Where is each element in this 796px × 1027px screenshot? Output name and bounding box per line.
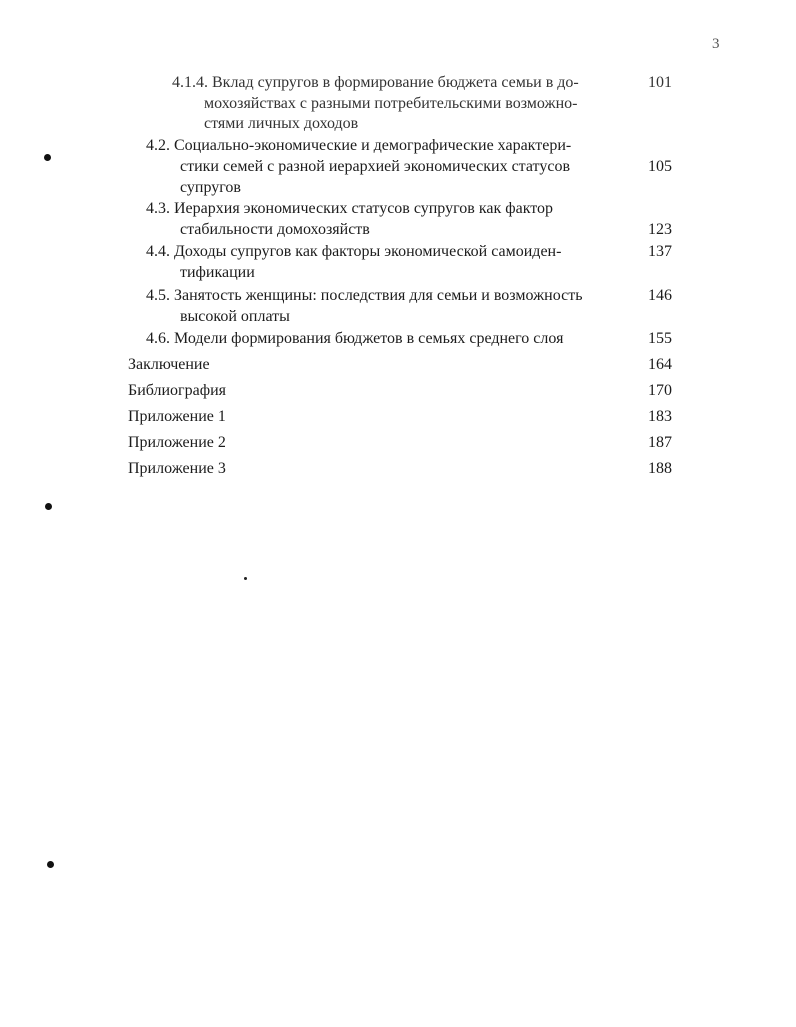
toc-entry-label: Библиография [128,382,226,399]
toc-page-number: 105 [648,158,672,175]
scan-speck [244,577,247,580]
toc-entry-line: 4.6. Модели формирования бюджетов в семьях среднего слоя [146,330,564,347]
toc-page-number: 155 [648,330,672,347]
scan-mark [45,503,52,510]
toc-entry-line: стями личных доходов [204,115,359,132]
toc-page-number: 170 [648,382,672,399]
toc-entry-label: Заключение [128,356,210,373]
page-number: 3 [712,36,720,52]
toc-entry-line: супругов [180,179,241,196]
toc-entry-line: мохозяйствах с разными потребительскими возможно- [204,95,578,112]
toc-page-number: 137 [648,243,672,260]
toc-page-number: 101 [648,74,672,91]
toc-entry-line: 4.1.4. Вклад супругов в формирование бюджета семьи в до- [172,74,579,91]
scan-mark [47,861,54,868]
toc-entry-line: 4.5. Занятость женщины: последствия для семьи и возможность [146,287,583,304]
toc-page-number: 188 [648,460,672,477]
toc-entry-line: тификации [180,264,255,281]
toc-entry-label: Приложение 3 [128,460,226,477]
toc-page-number: 187 [648,434,672,451]
toc-entry-line: 4.4. Доходы супругов как факторы экономической самоиден- [146,243,562,260]
toc-entry-label: Приложение 2 [128,434,226,451]
toc-page-number: 146 [648,287,672,304]
toc-page-number: 164 [648,356,672,373]
toc-entry-line: 4.3. Иерархия экономических статусов супругов как фактор [146,200,554,217]
scan-mark [44,154,51,161]
toc-entry-line: 4.2. Социально-экономические и демографические характери- [146,137,572,154]
toc-entry-line: высокой оплаты [180,308,290,325]
toc-page-number: 183 [648,408,672,425]
toc-entry-label: Приложение 1 [128,408,226,425]
toc-entry-line: стабильности домохозяйств [180,221,370,238]
toc-page-number: 123 [648,221,672,238]
toc-entry-line: стики семей с разной иерархией экономических статусов [180,158,570,175]
